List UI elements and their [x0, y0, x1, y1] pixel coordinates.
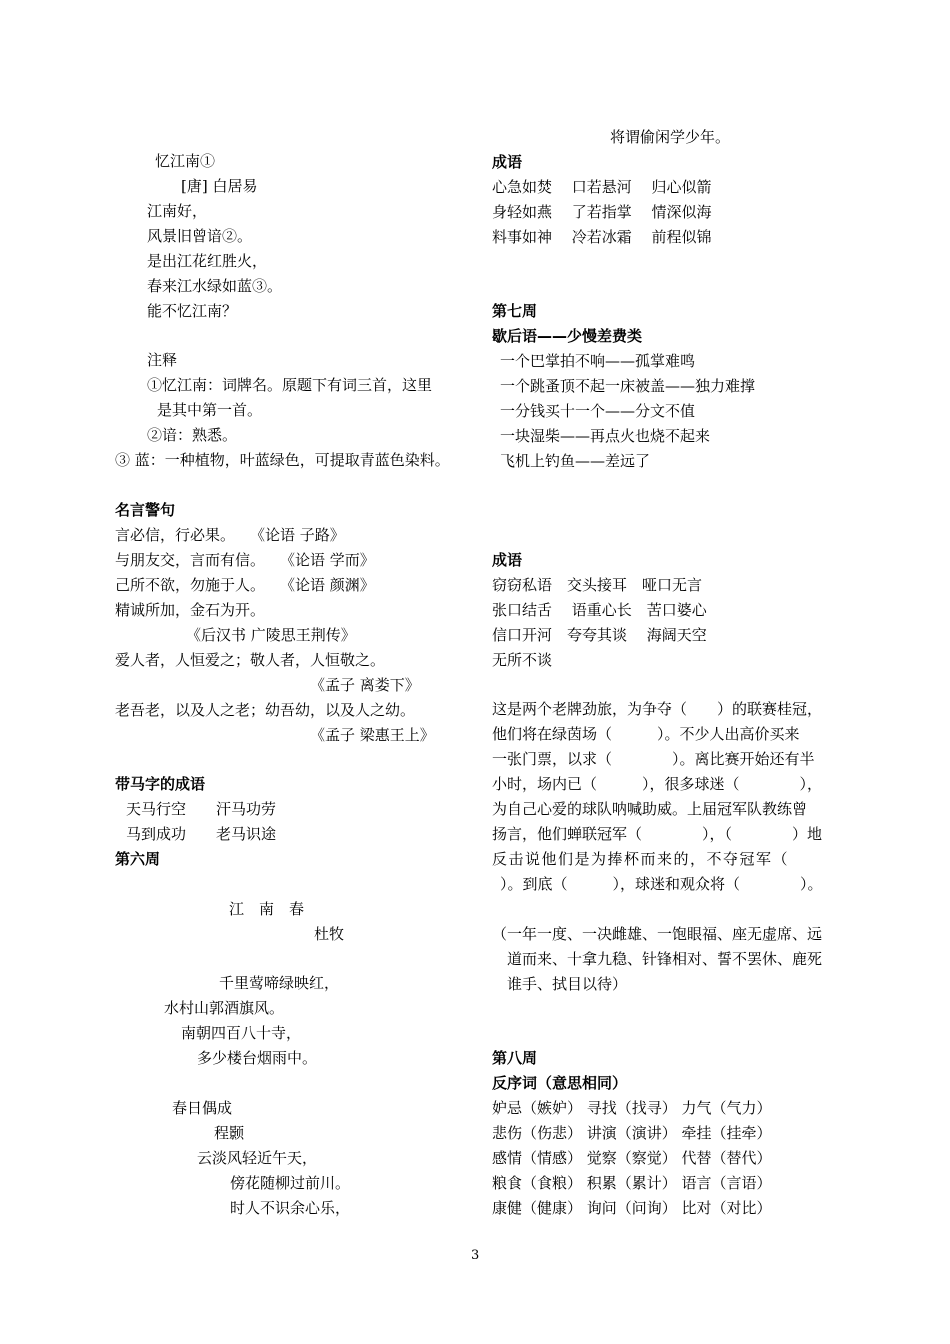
- xiehouyu-line: 一块湿柴——再点火也烧不起来: [500, 427, 711, 445]
- passage-line: 反击说他们是为捧杯而来的，不夺冠军（: [492, 850, 790, 868]
- idiom-row: 马到成功 老马识途: [126, 825, 277, 843]
- note-line: ①忆江南：词牌名。原题下有词三首，这里: [147, 376, 433, 394]
- quote-source: 《后汉书 广陵思王荆传》: [186, 626, 356, 644]
- passage-line: 这是两个老牌劲旅，为争夺（ ）的联赛桂冠，: [492, 700, 823, 718]
- idioms-heading: 成语: [492, 153, 523, 171]
- quote-line: 精诚所加，金石为开。: [115, 601, 266, 619]
- idiom-row: 无所不谈: [492, 651, 553, 669]
- poem-line: 春来江水绿如蓝③。: [147, 277, 283, 295]
- week-heading: 第八周: [492, 1049, 538, 1067]
- poem-author: 程颢: [214, 1124, 245, 1142]
- page-number: 3: [471, 1248, 480, 1263]
- week-heading: 第六周: [115, 850, 161, 868]
- passage-line: ）。到底（ ），球迷和观众将（ ）。: [500, 875, 823, 893]
- quote-line: 己所不欲，勿施于人。 《论语 颜渊》: [115, 576, 375, 594]
- idiom-row: 张口结舌 语重心长 苦口婆心: [492, 601, 707, 619]
- poem-line: 能不忆江南？: [147, 302, 238, 320]
- note-line: 是其中第一首。: [157, 401, 263, 419]
- passage-line: 为自己心爱的球队呐喊助威。上届冠军队教练曾: [492, 800, 808, 818]
- quote-line: 与朋友交，言而有信。 《论语 学而》: [115, 551, 375, 569]
- reverse-words-row: 妒忌（嫉妒） 寻找（找寻） 力气（气力）: [492, 1099, 772, 1117]
- poem-author: [唐] 白居易: [181, 177, 258, 195]
- xiehouyu-line: 一分钱买十一个——分文不值: [500, 402, 696, 420]
- reverse-words-row: 悲伤（伤悲） 讲演（演讲） 牵挂（挂牵）: [492, 1124, 772, 1142]
- idiom-row: 窃窃私语 交头接耳 哑口无言: [492, 576, 703, 594]
- options-line: （一年一度、一决雌雄、一饱眼福、座无虚席、远: [492, 925, 823, 943]
- quote-line: 爱人者，人恒爱之；敬人者，人恒敬之。: [115, 651, 386, 669]
- idiom-row: 天马行空 汗马功劳: [126, 800, 277, 818]
- poem-author: 杜牧: [314, 925, 345, 943]
- poem-line: 水村山郭酒旗风。: [164, 999, 285, 1017]
- poem-line: 时人不识余心乐，: [230, 1199, 351, 1217]
- poem-line: 傍花随柳过前川。: [230, 1174, 351, 1192]
- poem-line: 南朝四百八十寺，: [181, 1024, 302, 1042]
- note-line: ②谙：熟悉。: [147, 426, 238, 444]
- options-line: 道而来、十拿九稳、针锋相对、誓不罢休、鹿死: [507, 950, 823, 968]
- quote-line: 言必信，行必果。 《论语 子路》: [115, 526, 345, 544]
- note-line: ③ 蓝：一种植物，叶蓝绿色，可提取青蓝色染料。: [115, 451, 450, 469]
- poem-line: 江南好，: [147, 202, 208, 220]
- idioms-heading: 成语: [492, 551, 523, 569]
- poem-title: 春日偶成: [172, 1099, 233, 1117]
- poem-line: 风景旧曾谙②。: [147, 227, 253, 245]
- passage-line: 一张门票，以求（ ）。离比赛开始还有半: [492, 750, 815, 768]
- reverse-words-row: 粮食（食粮） 积累（累计） 语言（言语）: [492, 1174, 772, 1192]
- passage-line: 扬言，他们蝉联冠军（ ），（ ）地: [492, 825, 823, 843]
- idiom-row: 心急如焚 口若悬河 归心似箭: [492, 178, 712, 196]
- quote-line: 老吾老，以及人之老；幼吾幼，以及人之幼。: [115, 701, 416, 719]
- reverse-words-row: 康健（健康） 询问（问询） 比对（对比）: [492, 1199, 772, 1217]
- poem-line: 是出江花红胜火，: [147, 252, 268, 270]
- week-heading: 第七周: [492, 302, 538, 320]
- xiehouyu-line: 一个巴掌拍不响——孤掌难鸣: [500, 352, 696, 370]
- xiehouyu-line: 飞机上钓鱼——差远了: [500, 452, 651, 470]
- idiom-row: 身轻如燕 了若指掌 情深似海: [492, 203, 712, 221]
- passage-line: 小时，场内已（ ），很多球迷（ ），: [492, 775, 823, 793]
- idiom-row: 料事如神 冷若冰霜 前程似锦: [492, 228, 712, 246]
- poem-line: 多少楼台烟雨中。: [197, 1049, 318, 1067]
- poem-line: 千里莺啼绿映红，: [219, 974, 340, 992]
- idiom-row: 信口开河 夸夸其谈 海阔天空: [492, 626, 707, 644]
- quotes-heading: 名言警句: [115, 501, 176, 519]
- poem-title: 忆江南①: [155, 152, 216, 170]
- options-line: 谁手、拭目以待）: [507, 975, 628, 993]
- poem-line: 云淡风轻近午天，: [197, 1149, 318, 1167]
- poem-title: 江 南 春: [229, 900, 305, 918]
- xiehouyu-line: 一个跳蚤顶不起一床被盖——独力难撑: [500, 377, 756, 395]
- quote-source: 《孟子 离娄下》: [310, 676, 420, 694]
- passage-line: 他们将在绿茵场（ ）。不少人出高价买来: [492, 725, 800, 743]
- horse-idioms-heading: 带马字的成语: [115, 775, 206, 793]
- notes-heading: 注释: [147, 351, 178, 369]
- reverse-words-row: 感情（情感） 觉察（察觉） 代替（替代）: [492, 1149, 772, 1167]
- xiehouyu-heading: 歇后语——少慢差费类: [492, 327, 643, 345]
- poem-line: 将谓偷闲学少年。: [610, 128, 731, 146]
- quote-source: 《孟子 梁惠王上》: [310, 726, 435, 744]
- reverse-words-heading: 反序词（意思相同）: [492, 1074, 628, 1092]
